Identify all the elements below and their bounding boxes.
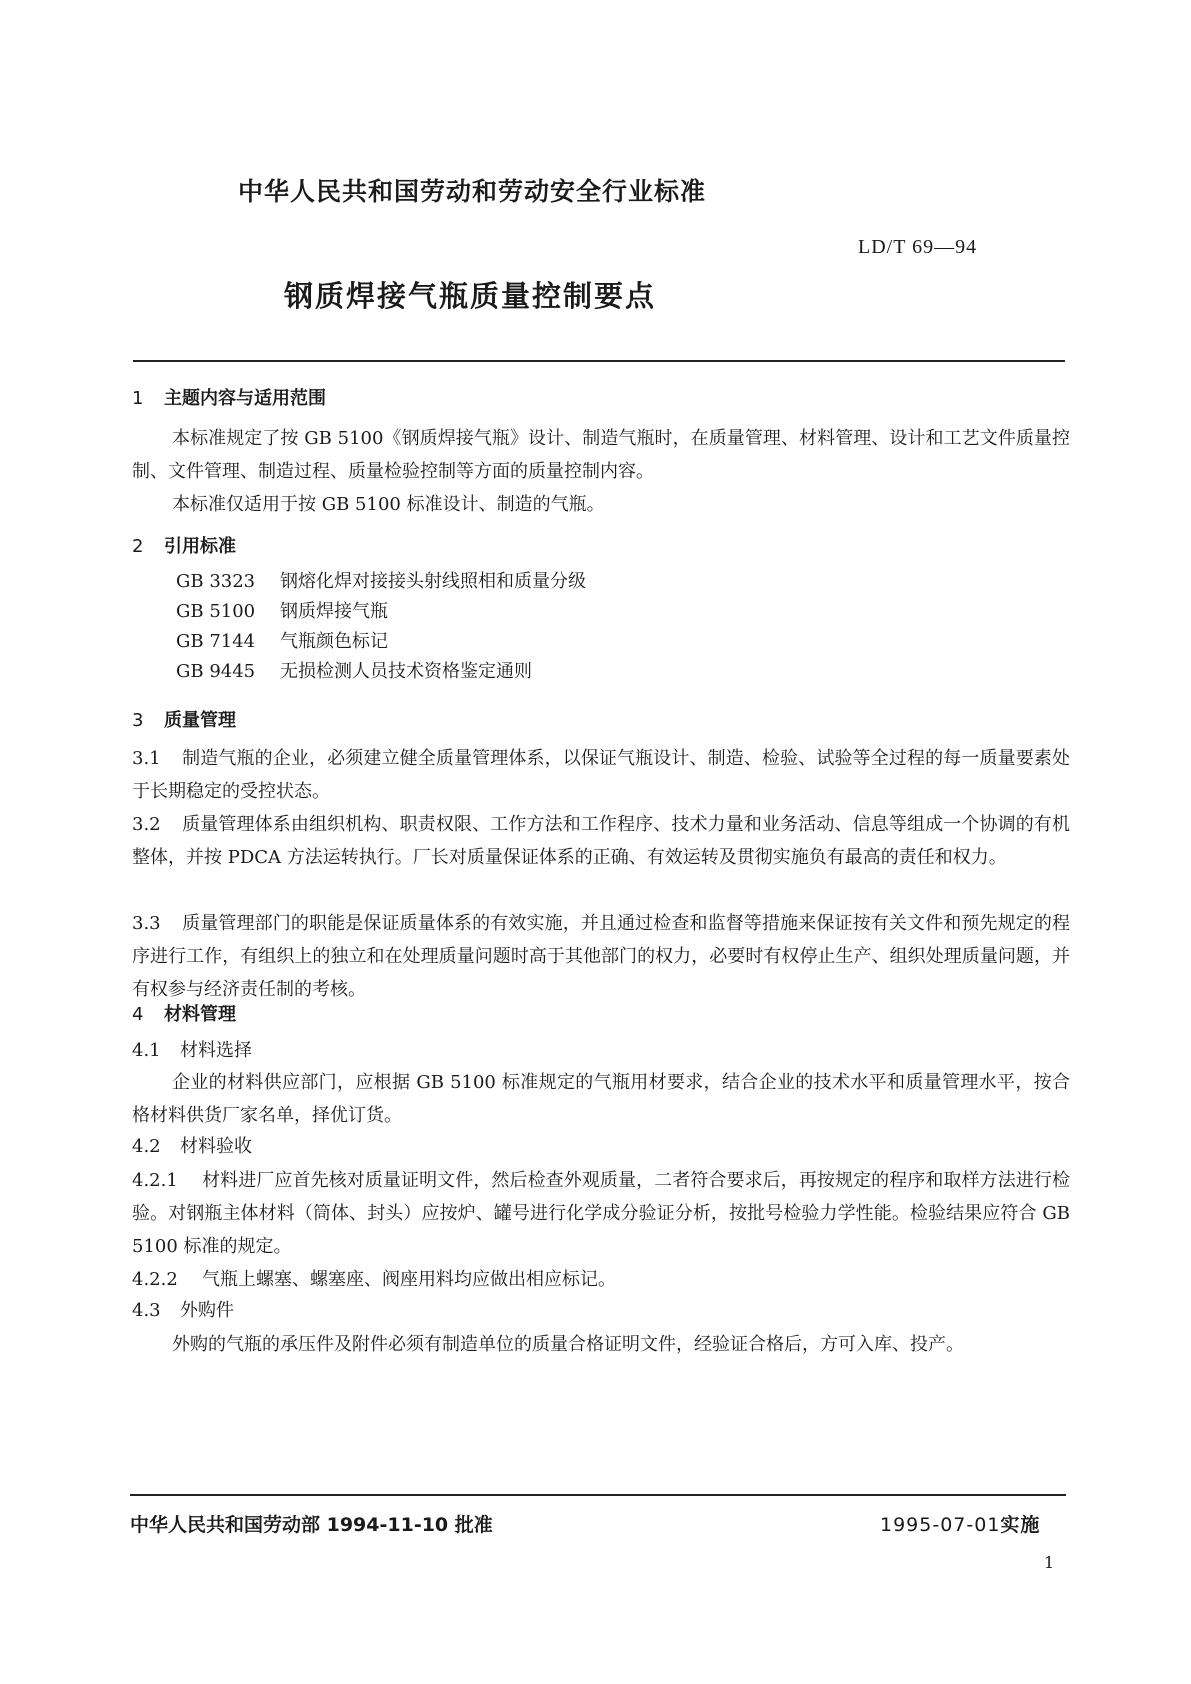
clause-text: 材料进厂应首先核对质量证明文件，然后检查外观质量，二者符合要求后，再按规定的程序和取样方法进行检验。对钢瓶主体材料（筒体、封头）应按炉、罐号进行化学成分验证分析，按批号检验力学性能。检验结果应符合 GB 5100 标准的规定。 — [132, 1170, 1070, 1257]
document-title: 钢质焊接气瓶质量控制要点 — [284, 279, 657, 313]
section-number: 1 — [132, 388, 144, 409]
clause-text: 制造气瓶的企业，必须建立健全质量管理体系，以保证气瓶设计、制造、检验、试验等全过程的每一质量要素处于长期稳定的受控状态。 — [132, 748, 1070, 802]
clause-4-3-text: 外购的气瓶的承压件及附件必须有制造单位的质量合格证明文件，经验证合格后，方可入库、投产。 — [172, 1334, 964, 1355]
clause-number: 4.2 — [132, 1136, 161, 1157]
section-4-heading — [132, 1000, 236, 1026]
effective-date: 1995-07-01 — [880, 1514, 1001, 1536]
section-1-heading — [132, 384, 326, 410]
reference-row — [176, 657, 532, 687]
section-number: 4 — [132, 1004, 144, 1025]
clause-text: 质量管理部门的职能是保证质量体系的有效实施，并且通过检查和监督等措施来保证按有关文件和预先规定的程序进行工作，有组织上的独立和在处理质量问题时高于其他部门的权力，必要时有权停止生产、组织处理质量问题，并有权参与经济责任制的考核。 — [132, 913, 1070, 1000]
clause-number: 3.1 — [132, 748, 161, 769]
clause-number: 3.2 — [132, 814, 161, 835]
clause-4-1-text: 企业的材料供应部门，应根据 GB 5100 标准规定的气瓶用材要求，结合企业的技术水平和质量管理水平，按合格材料供货厂家名单，择优订货。 — [132, 1072, 1070, 1126]
clause-4-3-heading — [132, 1296, 234, 1326]
reference-row — [176, 627, 388, 657]
reference-code: GB 5100 — [176, 601, 256, 622]
page-number: 1 — [1044, 1553, 1055, 1572]
reference-row — [176, 567, 586, 597]
clause-4-2-2 — [132, 1263, 1070, 1296]
clause-number: 3.3 — [132, 913, 161, 934]
reference-code: GB 7144 — [176, 631, 256, 652]
clause-number: 4.2.1 — [132, 1170, 178, 1191]
clause-number: 4.3 — [132, 1300, 161, 1321]
issuing-organization: 中华人民共和国劳动和劳动安全行业标准 — [238, 177, 707, 206]
clause-title: 材料验收 — [180, 1136, 252, 1157]
clause-number: 4.1 — [132, 1040, 161, 1061]
effective-label: 实施 — [1000, 1514, 1041, 1536]
section-3-heading — [132, 706, 236, 732]
section-title: 材料管理 — [164, 1004, 236, 1025]
reference-name: 气瓶颜色标记 — [280, 631, 388, 652]
clause-3-1 — [132, 742, 1070, 808]
clause-title: 材料选择 — [180, 1040, 252, 1061]
clause-3-3 — [132, 907, 1070, 1006]
reference-code: GB 9445 — [176, 661, 256, 682]
footer-divider — [130, 1494, 1066, 1496]
section-1-paragraph-1: 本标准规定了按 GB 5100《钢质焊接气瓶》设计、制造气瓶时，在质量管理、材料管理、设计和工艺文件质量控制、文件管理、制造过程、质量检验控制等方面的质量控制内容。 — [132, 428, 1070, 482]
reference-row — [176, 597, 388, 627]
header-divider — [133, 360, 1065, 362]
clause-title: 外购件 — [180, 1300, 234, 1321]
clause-4-1-heading — [132, 1036, 252, 1066]
effective-date-line — [880, 1510, 1040, 1537]
section-number: 3 — [132, 710, 144, 731]
clause-text: 质量管理体系由组织机构、职责权限、工作方法和工作程序、技术力量和业务活动、信息等组成一个协调的有机整体，并按 PDCA 方法运转执行。厂长对质量保证体系的正确、有效运转及贯彻实施负有最高的责任和权力。 — [132, 814, 1070, 868]
section-title: 引用标准 — [164, 536, 236, 557]
clause-3-2 — [132, 808, 1070, 874]
clause-number: 4.2.2 — [132, 1269, 178, 1290]
clause-text: 气瓶上螺塞、螺塞座、阀座用料均应做出相应标记。 — [202, 1269, 616, 1290]
reference-code: GB 3323 — [176, 571, 256, 592]
section-2-heading — [132, 532, 236, 558]
section-1-paragraph-2: 本标准仅适用于按 GB 5100 标准设计、制造的气瓶。 — [172, 494, 605, 515]
reference-name: 钢质焊接气瓶 — [280, 601, 388, 622]
standard-code: LD/T 69—94 — [858, 236, 978, 258]
section-number: 2 — [132, 536, 144, 557]
clause-4-2-heading — [132, 1132, 252, 1162]
reference-name: 无损检测人员技术资格鉴定通则 — [280, 661, 532, 682]
approval-line: 中华人民共和国劳动部 1994-11-10 批准 — [130, 1514, 493, 1536]
reference-name: 钢熔化焊对接接头射线照相和质量分级 — [280, 571, 586, 592]
clause-4-2-1 — [132, 1164, 1070, 1263]
section-title: 主题内容与适用范围 — [164, 388, 326, 409]
section-title: 质量管理 — [164, 710, 236, 731]
